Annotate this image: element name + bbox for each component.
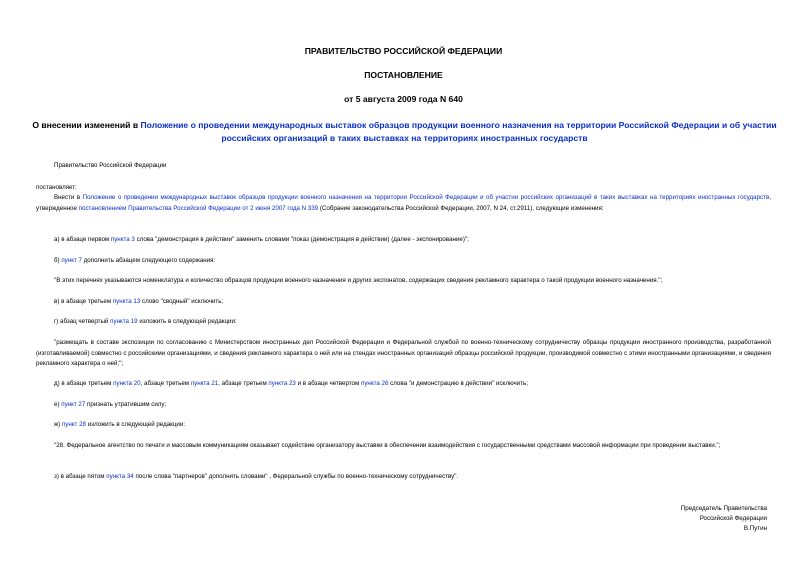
point-13-link[interactable]: пункта 13: [112, 298, 141, 305]
item-b-quote: "В этих перечнях указываются номенклатура и количество образцов продукции военного назначения и других экспонатов, содержащих сведения рекламного характера о такой продукции военного назначения.";: [54, 277, 663, 284]
signature-name: В.Путин: [743, 525, 767, 532]
point-26-link[interactable]: пункта 26: [360, 380, 389, 387]
point-20-link[interactable]: пункта 20: [113, 380, 141, 387]
point-7-link[interactable]: пункт 7: [61, 257, 82, 264]
signature-position: Председатель Правительства: [680, 505, 767, 512]
signature-country: Российской Федерации: [699, 515, 767, 522]
item-zh-quote: "28. Федеральное агентство по печати и массовым коммуникациям оказывает содействие организатору выставки в обеспечении взаимодействия с государственными средствами массовой информации при проведении выставки.";: [54, 442, 721, 449]
item-g-quote: "размещать в составе экспозиции по согласованию с Министерством иностранных дел Российской Федерации и Федеральной службой по военно-техническому сотрудничеству образцы продукции иностранного производства, разработанной (изготавливаемой) совместно с российскими организациями, и сведения рекламного характера о ней или на стендах иностранных организаций образцы российской продукции, производимой совместно с этими иностранными организациями, и сведения рекламного характера о ней;";: [36, 339, 771, 367]
main-paragraph: Внести в Положение о проведении международных выставок образцов продукции военного назначения на территории Российской Федерации и об участии российских организаций в таких выставках на территориях иностранных государств, утвержденное постановлением Правительства Российской Федерации от 2 июня 2007 года N 339 (Собрание законодательства Российской Федерации, 2007, N 24, ст.2911), следующие изменения:: [36, 194, 771, 212]
item-d: д) в абзаце третьем пункта 20, абзаце третьем пункта 21, абзаце третьем пункта 23 и в абзаце четвертом пункта 26 слова "и демонстрацию в действии" исключить;: [54, 380, 528, 387]
intro-text: Правительство Российской Федерации: [54, 162, 167, 169]
date-number-heading: от 5 августа 2009 года N 640: [344, 94, 463, 104]
item-g: г) абзац четвертый пункта 19 изложить в следующей редакции:: [54, 318, 237, 325]
resolves-text: постановляет:: [36, 184, 77, 191]
title-prefix: О внесении изменений в: [32, 120, 141, 130]
point-27-link[interactable]: пункт 27: [61, 401, 86, 408]
regulation-link[interactable]: Положение о проведении международных выставок образцов продукции военного назначения на территории Российской Федерации и об участии российских организаций в таких выставках на территориях иностранных государств: [82, 194, 770, 201]
point-3-link[interactable]: пункта 3: [110, 236, 135, 243]
document-title: [30, 119, 779, 145]
point-34-link[interactable]: пункта 34: [106, 473, 134, 480]
point-21-link[interactable]: пункта 21: [190, 380, 219, 387]
item-zh: ж) пункт 28 изложить в следующей редакции:: [54, 421, 186, 428]
item-e: е) пункт 27 признать утратившим силу;: [54, 401, 167, 408]
item-b: б) пункт 7 дополнить абзацем следующего содержания:: [54, 257, 216, 264]
resolution-339-link[interactable]: постановлением Правительства Российской Федерации от 2 июня 2007 года N 339: [78, 204, 319, 212]
item-v: в) в абзаце третьем пункта 13 слово "сводный" исключить;: [54, 298, 224, 305]
point-28-link[interactable]: пункт 28: [61, 421, 86, 428]
title-regulation-link[interactable]: Положение о проведении международных выставок образцов продукции военного назначения на территории Российской Федерации и об участии российских организаций в таких выставках на территориях иностранных государств: [140, 120, 777, 143]
point-19-link[interactable]: пункта 19: [110, 318, 138, 325]
document-type-heading: ПОСТАНОВЛЕНИЕ: [364, 70, 443, 80]
government-heading: ПРАВИТЕЛЬСТВО РОССИЙСКОЙ ФЕДЕРАЦИИ: [304, 46, 503, 56]
item-a: а) в абзаце первом пункта 3 слова "демонстрация в действии" заменить словами "показ (демонстрация в действии) (далее - экспонирование)";: [54, 236, 469, 243]
item-z: з) в абзаце пятом пункта 34 после слова "партнеров" дополнить словами" , Федеральной службы по военно-техническому сотрудничеству".: [54, 473, 459, 480]
point-23-link[interactable]: пункта 23: [268, 380, 296, 387]
